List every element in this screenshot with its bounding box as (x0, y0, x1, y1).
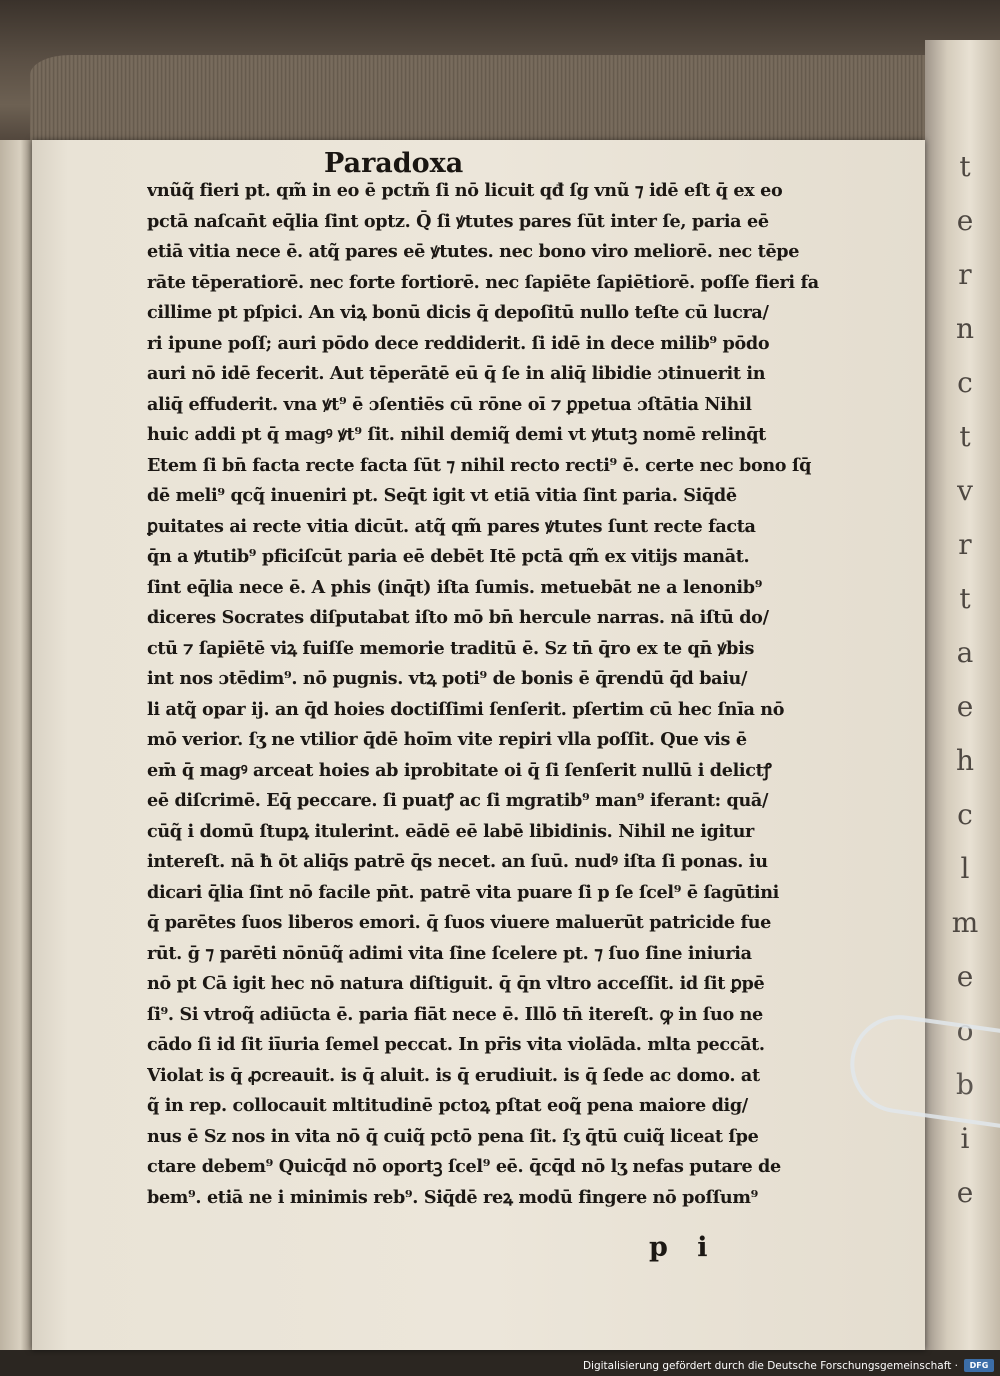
side-mark: t (959, 420, 971, 453)
text-line: auri nō idē fecerit. Aut tēperātē eū q̄ ſe in aliq̄ libidie ɔtinuerit in (147, 363, 766, 384)
page-stack-top (30, 55, 930, 150)
book-page (32, 140, 925, 1350)
text-line: rūt. ḡ ⁊ parēti nōnūq̃ adimi vita ſine ſcelere pt. ⁊ ſuo ſine iniuria (147, 942, 752, 964)
text-line: vnũq̃ fieri pt. qm̃ in eo ē pctm̃ ſi nō licuit qđ ſg vnũ ⁊ idē eſt q̄ ex eo (147, 180, 783, 201)
page-text-block (147, 176, 842, 1213)
side-mark: r (958, 258, 972, 291)
text-line: Etem ſi bn̄ facta recte facta ſūt ⁊ nihil recto recti⁹ ē. certe nec bono ſq̄ (147, 454, 812, 476)
left-page-edge (0, 140, 34, 1350)
side-mark: e (956, 690, 974, 723)
text-line: q̃ in rep. collocauit mltitudinē pctoꝝ pſtat eoq̃ pena maiore dig/ (147, 1095, 748, 1116)
text-line: dē meli⁹ qcq̃ inueniri pt. Seq̄t igit vt etiā vitia ſint paria. Siq̄dē (147, 485, 737, 506)
text-line: ri ipune poſſ; auri pōdo dece reddiderit. ſi idē in dece milib⁹ pōdo (147, 332, 770, 354)
side-mark: b (956, 1068, 974, 1101)
text-line: q̄n a ꝟtutib⁹ pficiſcūt paria eē debēt Itē pctā qm̃ ex vitijs manāt. (147, 546, 750, 567)
text-line: q̄ parētes ſuos liberos emori. q̄ ſuos viuere maluerūt patricide fue (147, 912, 771, 933)
text-line: li atq̃ opar ij. an q̄d hoies doctiſſimi ſenſerit. pſertim cū hec ſnīa nō (147, 698, 785, 720)
side-mark: e (956, 1176, 974, 1209)
text-line: nus ē Sz nos in vita nō q̄ cuiq̃ pctō pena ſit. ſʒ q̄tū cuiq̃ liceat ſpe (147, 1125, 759, 1147)
text-line: huic addi pt q̄ magꝰ ꝟt⁹ ſit. nihil demiq̃ demi vt ꝟtutꝫ nomē relinq̄t (147, 424, 766, 445)
signature-mark: p i (649, 1232, 718, 1263)
text-line: eē diſcrimē. Eq̄ peccare. ſi puatꝭ ac ſi mgratib⁹ man⁹ iferant: quā/ (147, 790, 769, 811)
running-head: Paradoxa (324, 148, 464, 179)
text-line: cūq̃ i domū ſtupꝝ itulerint. eādē eē labē libidinis. Nihil ne igitur (147, 820, 754, 842)
text-line: intereſt. nā ħ ōt aliq̄s patrē q̄s necet. an ſuū. nudꝰ iſta ſi ponas. iu (147, 851, 768, 872)
side-mark: a (956, 636, 974, 669)
side-mark: t (959, 582, 971, 615)
side-mark: t (959, 150, 971, 183)
text-line: etiā vitia nece ē. atq̃ pares eē ꝟtutes. nec bono viro meliorē. nec tēpe (147, 241, 800, 262)
text-line: rāte tēperatiorē. nec forte fortiorē. nec ſapiēte ſapiētiorē. poſſe fieri fa (147, 271, 819, 293)
text-line: pctā naſcan̄t eq̄lia ſint optz. Q̄ ſi ꝟtutes pares ſūt inter ſe, paria eē (147, 210, 769, 232)
side-mark: h (955, 744, 975, 777)
side-mark: e (956, 960, 974, 993)
text-line: int nos ɔtēdim⁹. nō pugnis. vtꝝ poti⁹ de bonis ē q̄rendū q̄d baiu/ (147, 668, 748, 689)
side-mark: c (957, 798, 973, 831)
text-line: mō verior. ſʒ ne vtilior q̄dē hoīm vite repiri vlla poſſit. Que vis ē (147, 729, 747, 750)
text-line: ꝑuitates ai recte vitia dicūt. atq̃ qm̃ pares ꝟtutes ſunt recte facta (147, 515, 756, 537)
text-line: cillime pt pſpici. An viꝝ bonū dicis q̄ depoſitū nullo teſte cū lucra/ (147, 302, 769, 323)
side-mark: m (951, 906, 979, 939)
text-line: bem⁹. etiā ne i minimis reb⁹. Siq̄dē reꝝ modū fingere nō poſſum⁹ (147, 1186, 758, 1208)
text-line: em̄ q̄ magꝰ arceat hoies ab iprobitate oi q̄ ſi ſenſerit nullū i delictꝭ (147, 759, 772, 781)
funding-credit: Digitalisierung gefördert durch die Deutsche Forschungsgemeinschaft · (582, 1360, 958, 1372)
text-line: cādo ſi id ſit iīuria ſemel peccat. In pr̄is vita violāda. mlta peccāt. (147, 1034, 765, 1055)
text-line: Violat is q̄ ꝓcreauit. is q̄ aluit. is q̄ erudiuit. is q̄ ſede ac domo. at (147, 1064, 760, 1086)
side-mark: o (956, 1014, 974, 1047)
dfg-logo: DFG (964, 1359, 994, 1372)
side-mark: r (958, 528, 972, 561)
side-mark: l (960, 852, 970, 885)
text-line: ctare debem⁹ Quicq̄d nō oportꝫ ſcel⁹ eē. q̄cq̄d nō lʒ nefas putare de (147, 1156, 781, 1177)
side-mark: c (957, 366, 973, 399)
side-mark: v (957, 474, 973, 507)
side-mark: e (956, 204, 974, 237)
text-line: diceres Socrates diſputabat iſto mō bn̄ hercule narras. nā iſtū do/ (147, 607, 769, 628)
text-line: ſi⁹. Si vtroq̃ adiūcta ē. paria fiāt nece ē. Illō tn̄ itereſt. ꝙ in ſuo ne (147, 1003, 763, 1025)
side-mark: n (955, 312, 975, 345)
footer-bar (0, 1356, 1000, 1376)
text-line: aliq̄ effuderit. vna ꝟt⁹ ē ɔſentiēs cū rōne oī ⁊ ꝑpetua ɔſtātia Nihil (147, 393, 752, 415)
text-line: ctū ⁊ ſapiētē viꝝ fuiſſe memorie traditū ē. Sz tn̄ q̄ro ex te qn̄ ꝟbis (147, 637, 754, 659)
text-line: dicari q̄lia ſint nō facile pn̄t. patrē vita puare ſi p ſe ſcel⁹ ē ſagūtini (147, 881, 780, 903)
text-line: nō pt Cā igit hec nō natura diſtiguit. q̄ q̄n vltro acceſſit. id ſit ꝑpē (147, 973, 765, 994)
side-mark: i (960, 1122, 970, 1155)
text-line: ſint eq̄lia nece ē. A phis (inq̄t) iſta ſumis. metuebāt ne a lenonib⁹ (147, 576, 763, 598)
